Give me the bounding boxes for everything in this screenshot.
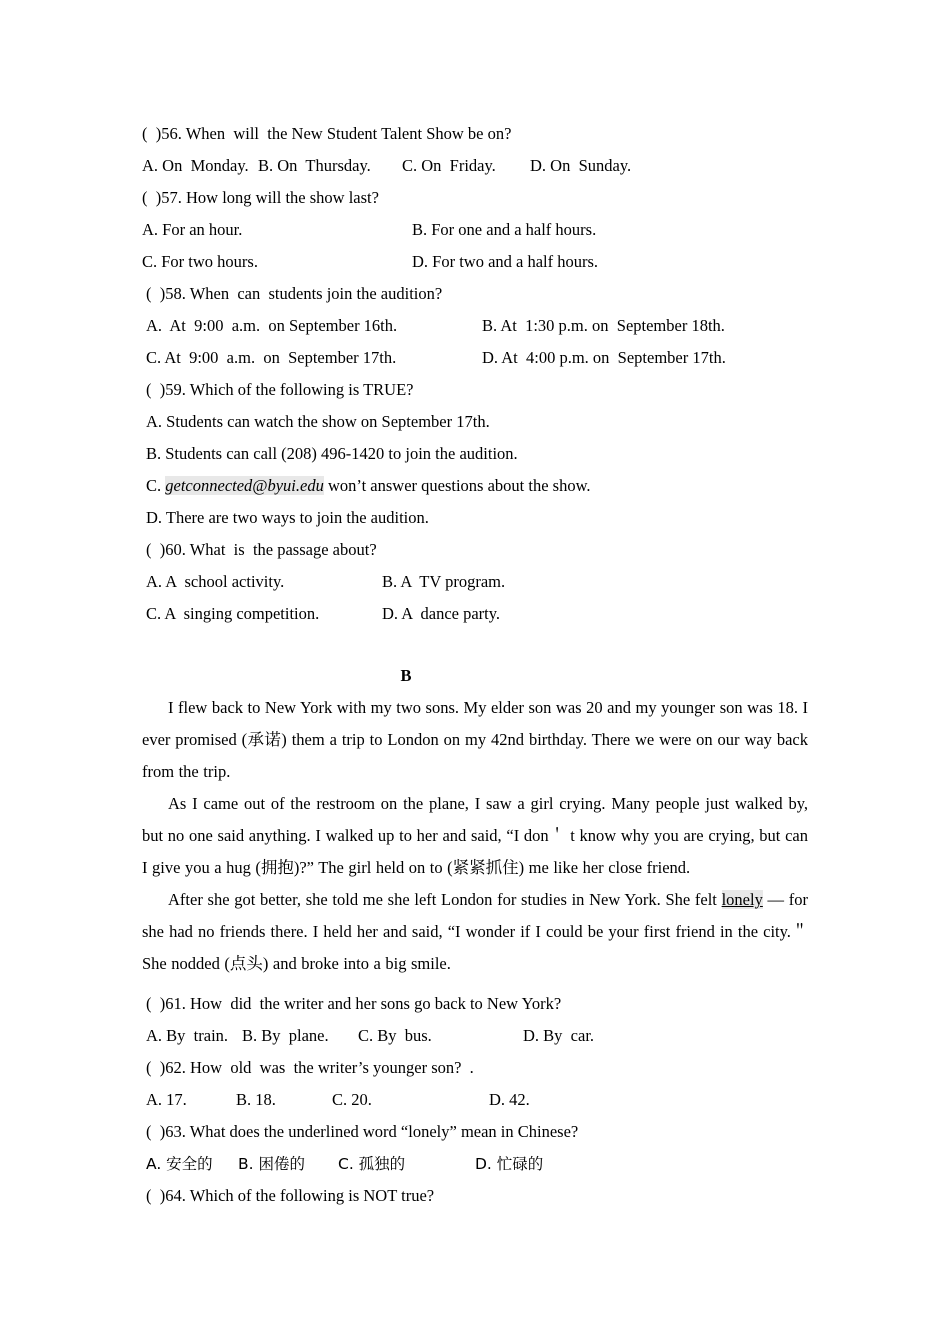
question-60-text: What is the passage about?: [185, 540, 377, 559]
question-58-option-d[interactable]: D. At 4:00 p.m. on September 17th.: [482, 348, 726, 367]
question-60-option-c[interactable]: C. A singing competition.: [146, 604, 320, 623]
question-57-prefix: ( )57.: [142, 188, 182, 207]
question-59-option-c[interactable]: [142, 470, 808, 502]
question-57-option-d[interactable]: D. For two and a half hours.: [412, 252, 599, 271]
question-59-option-b[interactable]: [142, 438, 808, 470]
question-56-option-c[interactable]: C. On Friday.: [402, 156, 496, 175]
question-60-prefix: ( )60.: [146, 540, 186, 559]
question-62-options: [142, 1084, 808, 1116]
question-59-option-c-label: C.: [146, 476, 166, 495]
question-60-stem: [142, 534, 808, 566]
underlined-word-lonely: lonely: [721, 890, 763, 909]
question-64-stem: [142, 1180, 808, 1212]
question-62-option-b[interactable]: B. 18.: [236, 1090, 276, 1109]
question-60-option-b[interactable]: B. A TV program.: [382, 572, 506, 591]
email-link-getconnected[interactable]: getconnected@byui.edu: [165, 476, 324, 495]
question-59-option-b-text: B. Students can call (208) 496-1420 to join the audition.: [146, 444, 518, 463]
question-57-options-row1: [142, 214, 808, 246]
question-61-option-d[interactable]: D. By car.: [523, 1026, 595, 1045]
question-61-option-c[interactable]: C. By bus.: [358, 1026, 432, 1045]
question-61-stem: [142, 988, 808, 1020]
question-64-text: Which of the following is NOT true?: [185, 1186, 435, 1205]
question-59-text: Which of the following is TRUE?: [185, 380, 414, 399]
question-63-prefix: ( )63.: [146, 1122, 186, 1141]
question-58-option-a[interactable]: A. At 9:00 a.m. on September 16th.: [146, 316, 398, 335]
question-56-prefix: ( )56.: [142, 124, 182, 143]
question-57-text: How long will the show last?: [181, 188, 379, 207]
question-63-stem: [142, 1116, 808, 1148]
question-63-option-b[interactable]: B. 困倦的: [238, 1155, 305, 1173]
question-62-option-a[interactable]: A. 17.: [146, 1090, 187, 1109]
question-61-options: [142, 1020, 808, 1052]
question-62-prefix: ( )62.: [146, 1058, 186, 1077]
passage-paragraph-3: [142, 884, 808, 980]
question-58-options-row2: [142, 342, 808, 374]
question-63-options: [142, 1148, 808, 1180]
question-62-option-c[interactable]: C. 20.: [332, 1090, 372, 1109]
question-62-text: How old was the writer’s younger son? .: [185, 1058, 474, 1077]
passage-paragraph-3-before: After she got better, she told me she left London for studies in New York. She felt: [168, 890, 722, 909]
question-58-prefix: ( )58.: [146, 284, 186, 303]
question-59-option-a[interactable]: [142, 406, 808, 438]
question-56-text: When will the New Student Talent Show be on?: [181, 124, 512, 143]
question-60-option-d[interactable]: D. A dance party.: [382, 604, 501, 623]
question-63-option-c[interactable]: C. 孤独的: [338, 1155, 406, 1173]
question-57-option-b[interactable]: B. For one and a half hours.: [412, 220, 597, 239]
question-57-options-row2: [142, 246, 808, 278]
passage-paragraph-2: As I came out of the restroom on the plane, I saw a girl crying. Many people just walked by, but no one said anything. I walked up to her and said, “I don＇ t know why you are crying, but can I give you a hug (拥抱)?” The girl held on to (紧紧抓住) me like her close friend.: [142, 794, 808, 877]
question-58-options-row1: [142, 310, 808, 342]
question-59-option-c-rest: won’t answer questions about the show.: [323, 476, 591, 495]
question-59-prefix: ( )59.: [146, 380, 186, 399]
question-59-stem: [142, 374, 808, 406]
question-61-text: How did the writer and her sons go back to New York?: [185, 994, 562, 1013]
question-58-option-b[interactable]: B. At 1:30 p.m. on September 18th.: [482, 316, 725, 335]
section-b-heading: B: [400, 666, 412, 685]
question-56-stem: [142, 118, 808, 150]
question-62-option-d[interactable]: D. 42.: [489, 1090, 530, 1109]
question-58-text: When can students join the audition?: [185, 284, 443, 303]
question-59-option-a-text: A. Students can watch the show on September 17th.: [146, 412, 490, 431]
question-60-option-a[interactable]: A. A school activity.: [146, 572, 285, 591]
question-58-stem: [142, 278, 808, 310]
question-57-stem: [142, 182, 808, 214]
question-64-prefix: ( )64.: [146, 1186, 186, 1205]
question-61-prefix: ( )61.: [146, 994, 186, 1013]
question-57-option-a[interactable]: A. For an hour.: [142, 220, 243, 239]
passage-paragraph-3-after: — for she had no friends there. I held her and said, “I wonder if I could be your first friend in the city.＂ She nodded (点头) and broke into a big smile.: [142, 890, 808, 973]
question-56-option-d[interactable]: D. On Sunday.: [530, 156, 632, 175]
question-61-option-b[interactable]: B. By plane.: [242, 1026, 329, 1045]
question-61-option-a[interactable]: A. By train.: [146, 1026, 229, 1045]
question-60-options-row2: [142, 598, 808, 630]
question-56-option-b[interactable]: B. On Thursday.: [258, 156, 371, 175]
question-60-options-row1: [142, 566, 808, 598]
question-63-text: What does the underlined word “lonely” mean in Chinese?: [185, 1122, 579, 1141]
passage-paragraph-1: I flew back to New York with my two sons. My elder son was 20 and my younger son was 18. I ever promised (承诺) them a trip to London on my 42nd birthday. There we were on our way back from the trip.: [142, 698, 808, 781]
question-63-option-a[interactable]: A. 安全的: [146, 1155, 213, 1173]
question-59-option-d-text: D. There are two ways to join the audition.: [146, 508, 429, 527]
question-63-option-d[interactable]: D. 忙碌的: [475, 1155, 544, 1173]
question-56-option-a[interactable]: A. On Monday.: [142, 156, 249, 175]
question-57-option-c[interactable]: C. For two hours.: [142, 252, 258, 271]
question-62-stem: [142, 1052, 808, 1084]
question-56-options: [142, 150, 808, 182]
question-59-option-d[interactable]: [142, 502, 808, 534]
question-58-option-c[interactable]: C. At 9:00 a.m. on September 17th.: [146, 348, 397, 367]
